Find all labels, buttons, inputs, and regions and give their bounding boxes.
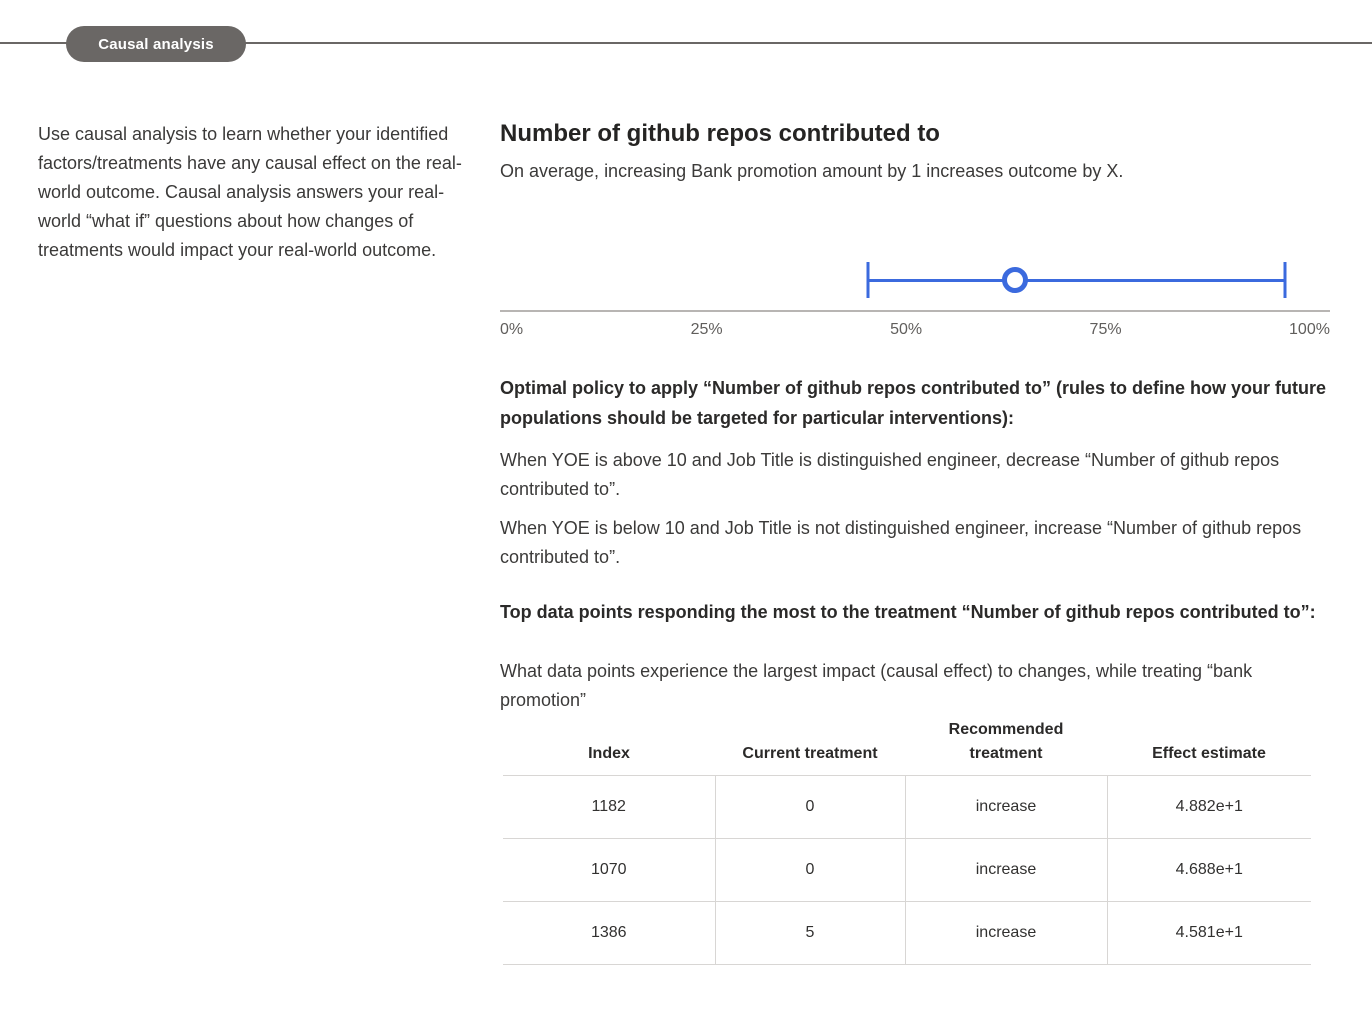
ci-lower-cap <box>866 262 869 298</box>
section-badge-causal-analysis: Causal analysis <box>66 26 246 62</box>
chart-plot-area <box>500 230 1330 312</box>
tick-25: 25% <box>690 321 723 338</box>
point-estimate-marker <box>1002 267 1028 293</box>
table-cell: 4.688e+1 <box>1107 839 1311 902</box>
policy-rule-1: When YOE is above 10 and Job Title is distinguished engineer, decrease “Number of github repos contributed to”. <box>500 450 1280 499</box>
table-cell: 1070 <box>503 839 715 902</box>
causal-effect-error-bar-chart <box>500 230 1330 339</box>
table-cell: 4.882e+1 <box>1107 776 1311 839</box>
ci-upper-cap <box>1283 262 1286 298</box>
treatment-panel <box>500 118 1330 965</box>
tick-100: 100% <box>1289 321 1330 338</box>
treatment-title: Number of github repos contributed to <box>500 120 940 147</box>
table-cell: 1182 <box>503 776 715 839</box>
treatment-subtitle: On average, increasing Bank promotion amount by 1 increases outcome by X. <box>500 161 1124 181</box>
table-cell: 0 <box>715 839 905 902</box>
top-data-points-description: What data points experience the largest impact (causal effect) to changes, while treating “bank promotion” <box>500 661 1253 710</box>
tick-75: 75% <box>1089 321 1122 338</box>
column-header-index: Index <box>588 745 630 762</box>
column-header-recommended-treatment: Recommended treatment <box>948 721 1064 762</box>
table-row <box>503 839 1311 902</box>
table-row <box>503 776 1311 839</box>
table-cell: 4.581e+1 <box>1107 902 1311 965</box>
table-cell: 5 <box>715 902 905 965</box>
column-header-effect-estimate: Effect estimate <box>1152 745 1266 762</box>
causal-analysis-description: Use causal analysis to learn whether your identified factors/treatments have any causal effect on the real-world outcome. Causal analysis answers your real-world “what if” questions about how changes of treatments would impact your real-world outcome. <box>38 124 462 260</box>
optimal-policy-heading: Optimal policy to apply “Number of github repos contributed to” (rules to define how your future populations should be targeted for particular interventions): <box>500 378 1327 428</box>
table-header-row <box>503 715 1311 776</box>
table-cell: increase <box>905 776 1107 839</box>
table-row <box>503 902 1311 965</box>
policy-rule-2: When YOE is below 10 and Job Title is not distinguished engineer, increase “Number of github repos contributed to”. <box>500 518 1302 567</box>
table-cell: increase <box>905 902 1107 965</box>
x-axis-tick-labels <box>500 321 1330 339</box>
table-cell: increase <box>905 839 1107 902</box>
table-cell: 0 <box>715 776 905 839</box>
top-data-points-table <box>503 715 1311 965</box>
top-data-points-heading: Top data points responding the most to the treatment “Number of github repos contributed to”: <box>500 602 1316 622</box>
table-cell: 1386 <box>503 902 715 965</box>
column-header-current-treatment: Current treatment <box>742 745 878 762</box>
tick-50: 50% <box>890 321 923 338</box>
tick-0: 0% <box>500 321 524 338</box>
confidence-interval-line <box>868 279 1285 282</box>
